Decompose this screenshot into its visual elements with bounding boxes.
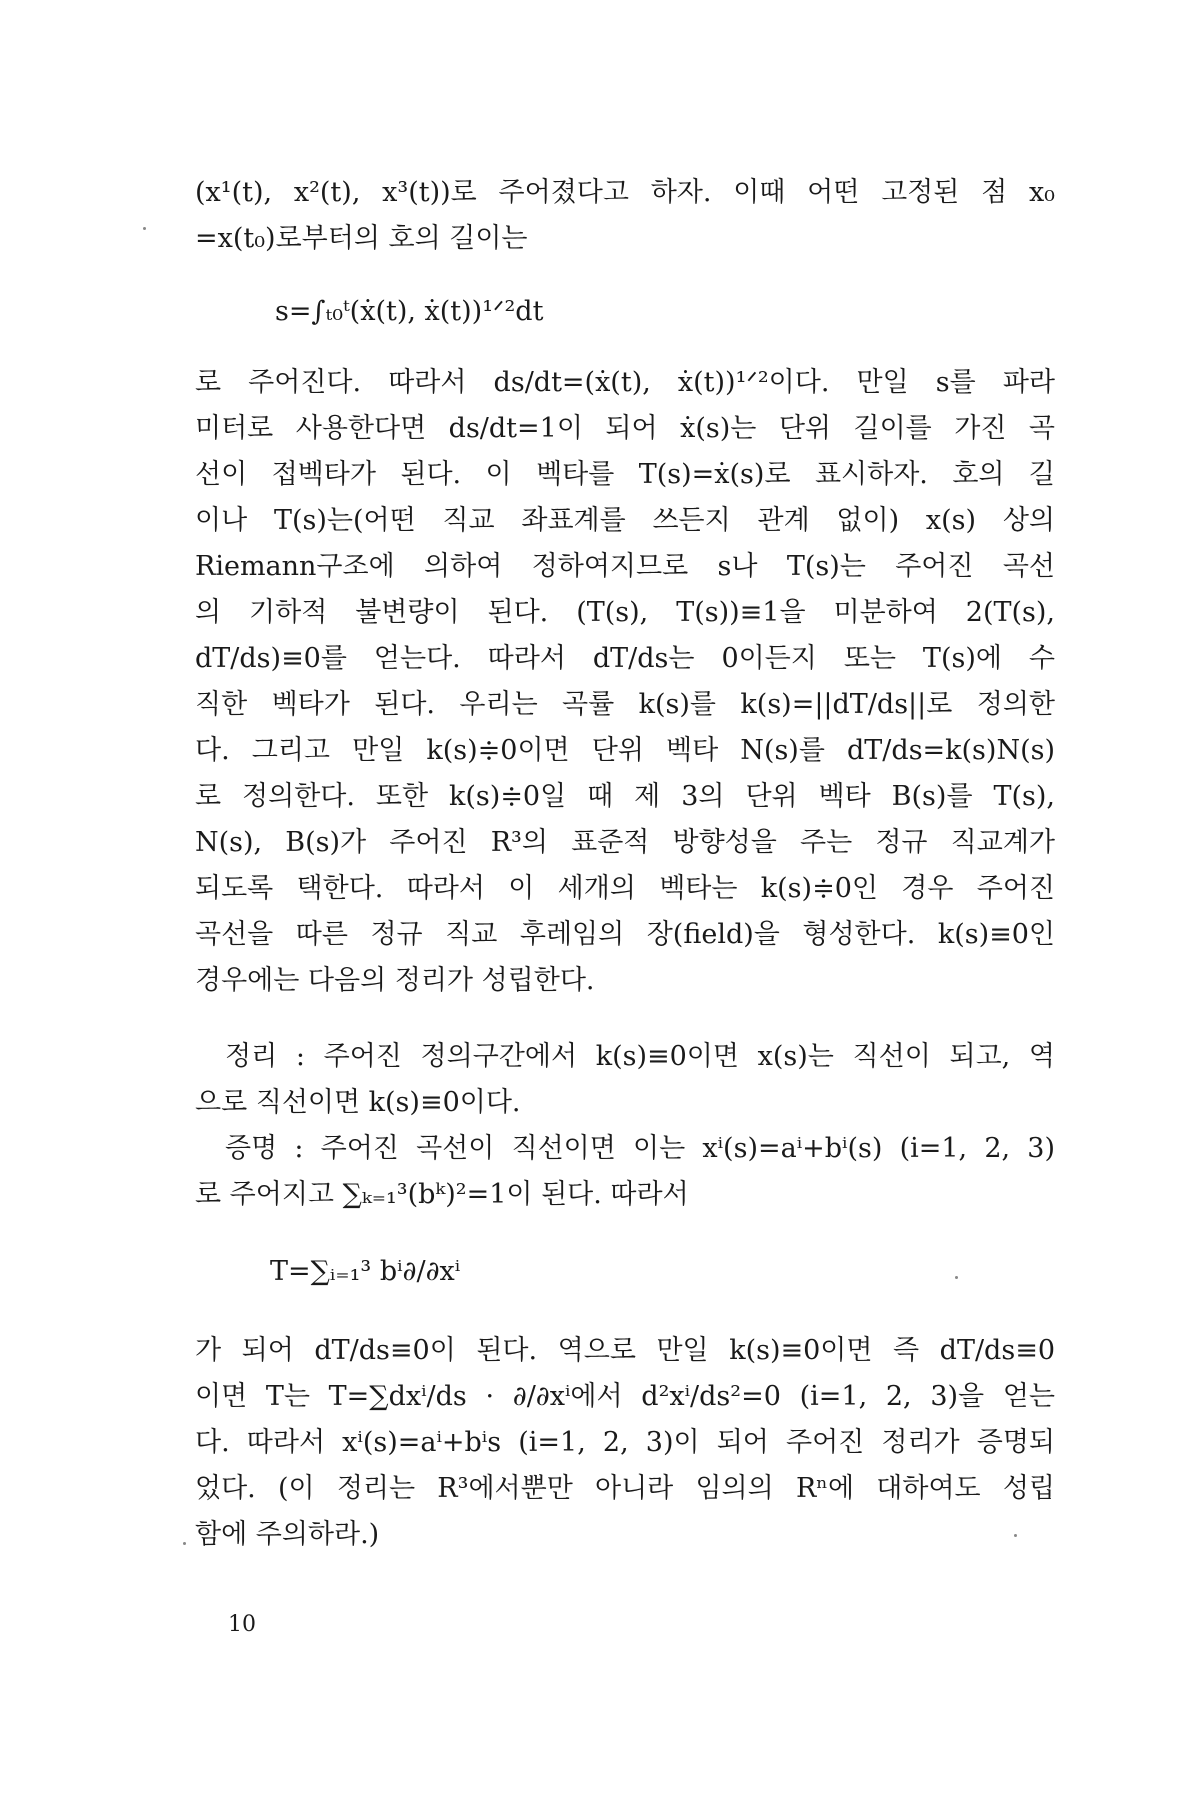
text-line: 가 되어 dT/ds≡0이 된다. 역으로 만일 k(s)≡0이면 즉 dT/ds≡0	[195, 1335, 1055, 1366]
tangent-vector-equation: T=∑ᵢ₌₁³ bⁱ∂/∂xⁱ	[270, 1256, 461, 1287]
text-line: 다. 따라서 xⁱ(s)=aⁱ+bⁱs (i=1, 2, 3)이 되어 주어진 정리가 증명되	[195, 1427, 1055, 1458]
text-line: 의 기하적 불변량이 된다. (T(s), T(s))≡1을 미분하여 2(T(s),	[195, 597, 1055, 628]
text-line: 되도록 택한다. 따라서 이 세개의 벡타는 k(s)≑0인 경우 주어진	[195, 873, 1055, 904]
text-line: (x¹(t), x²(t), x³(t))로 주어졌다고 하자. 이때 어떤 고정된 점 x₀	[195, 177, 1055, 208]
theorem-line: 정리 : 주어진 정의구간에서 k(s)≡0이면 x(s)는 직선이 되고, 역	[225, 1041, 1055, 1072]
proof-line: 로 주어지고 ∑ₖ₌₁³(bᵏ)²=1이 된다. 따라서	[195, 1179, 689, 1210]
text-line: =x(t₀)로부터의 호의 길이는	[195, 223, 528, 254]
intro-block	[195, 170, 1055, 262]
text-line: N(s), B(s)가 주어진 R³의 표준적 방향성을 주는 정규 직교계가	[195, 827, 1055, 858]
scan-speck	[143, 227, 146, 230]
text-line: 다. 그리고 만일 k(s)≑0이면 단위 벡타 N(s)를 dT/ds=k(s)N(s)	[195, 735, 1055, 766]
theorem-line: 으로 직선이면 k(s)≡0이다.	[195, 1087, 521, 1118]
proof-line: 증명 : 주어진 곡선이 직선이면 이는 xⁱ(s)=aⁱ+bⁱ(s) (i=1, 2, 3)	[225, 1133, 1055, 1164]
paragraph-conclusion	[195, 1328, 1055, 1558]
scan-speck	[955, 1276, 958, 1279]
spacer	[195, 1004, 1055, 1034]
text-line: 이나 T(s)는(어떤 직교 좌표계를 쓰든지 관계 없이) x(s) 상의	[195, 505, 1055, 536]
text-line: 직한 벡타가 된다. 우리는 곡률 k(s)를 k(s)=||dT/ds||로 정의한	[195, 689, 1055, 720]
theorem-block	[195, 1034, 1055, 1126]
scan-speck	[183, 1542, 186, 1545]
text-line: 었다. (이 정리는 R³에서뿐만 아니라 임의의 Rⁿ에 대하여도 성립	[195, 1473, 1055, 1504]
page-body	[195, 170, 1055, 1558]
text-line: 경우에는 다음의 정리가 성립한다.	[195, 965, 595, 996]
text-line: 선이 접벡타가 된다. 이 벡타를 T(s)=ẋ(s)로 표시하자. 호의 길	[195, 459, 1055, 490]
text-line: Riemann구조에 의하여 정하여지므로 s나 T(s)는 주어진 곡선	[195, 551, 1055, 582]
text-line: 미터로 사용한다면 ds/dt=1이 되어 ẋ(s)는 단위 길이를 가진 곡	[195, 413, 1055, 444]
text-line: 로 주어진다. 따라서 ds/dt=(ẋ(t), ẋ(t))¹ᐟ²이다. 만일 s를 파라	[195, 367, 1055, 398]
text-line: 함에 주의하라.)	[195, 1519, 380, 1550]
arc-length-equation: s=∫ₜ₀ᵗ(ẋ(t), ẋ(t))¹ᐟ²dt	[275, 296, 544, 327]
text-line: 로 정의한다. 또한 k(s)≑0일 때 제 3의 단위 벡타 B(s)를 T(s),	[195, 781, 1055, 812]
proof-block	[195, 1126, 1055, 1218]
page-number: 10	[228, 1612, 256, 1637]
text-line: 곡선을 따른 정규 직교 후레임의 장(field)을 형성한다. k(s)≡0인	[195, 919, 1055, 950]
scan-speck	[1014, 1534, 1017, 1537]
text-line: dT/ds)≡0를 얻는다. 따라서 dT/ds는 0이든지 또는 T(s)에 수	[195, 643, 1055, 674]
text-line: 이면 T는 T=∑dxⁱ/ds · ∂/∂xⁱ에서 d²xⁱ/ds²=0 (i=1, 2, 3)을 얻는	[195, 1381, 1055, 1412]
paragraph-curvature	[195, 360, 1055, 1004]
